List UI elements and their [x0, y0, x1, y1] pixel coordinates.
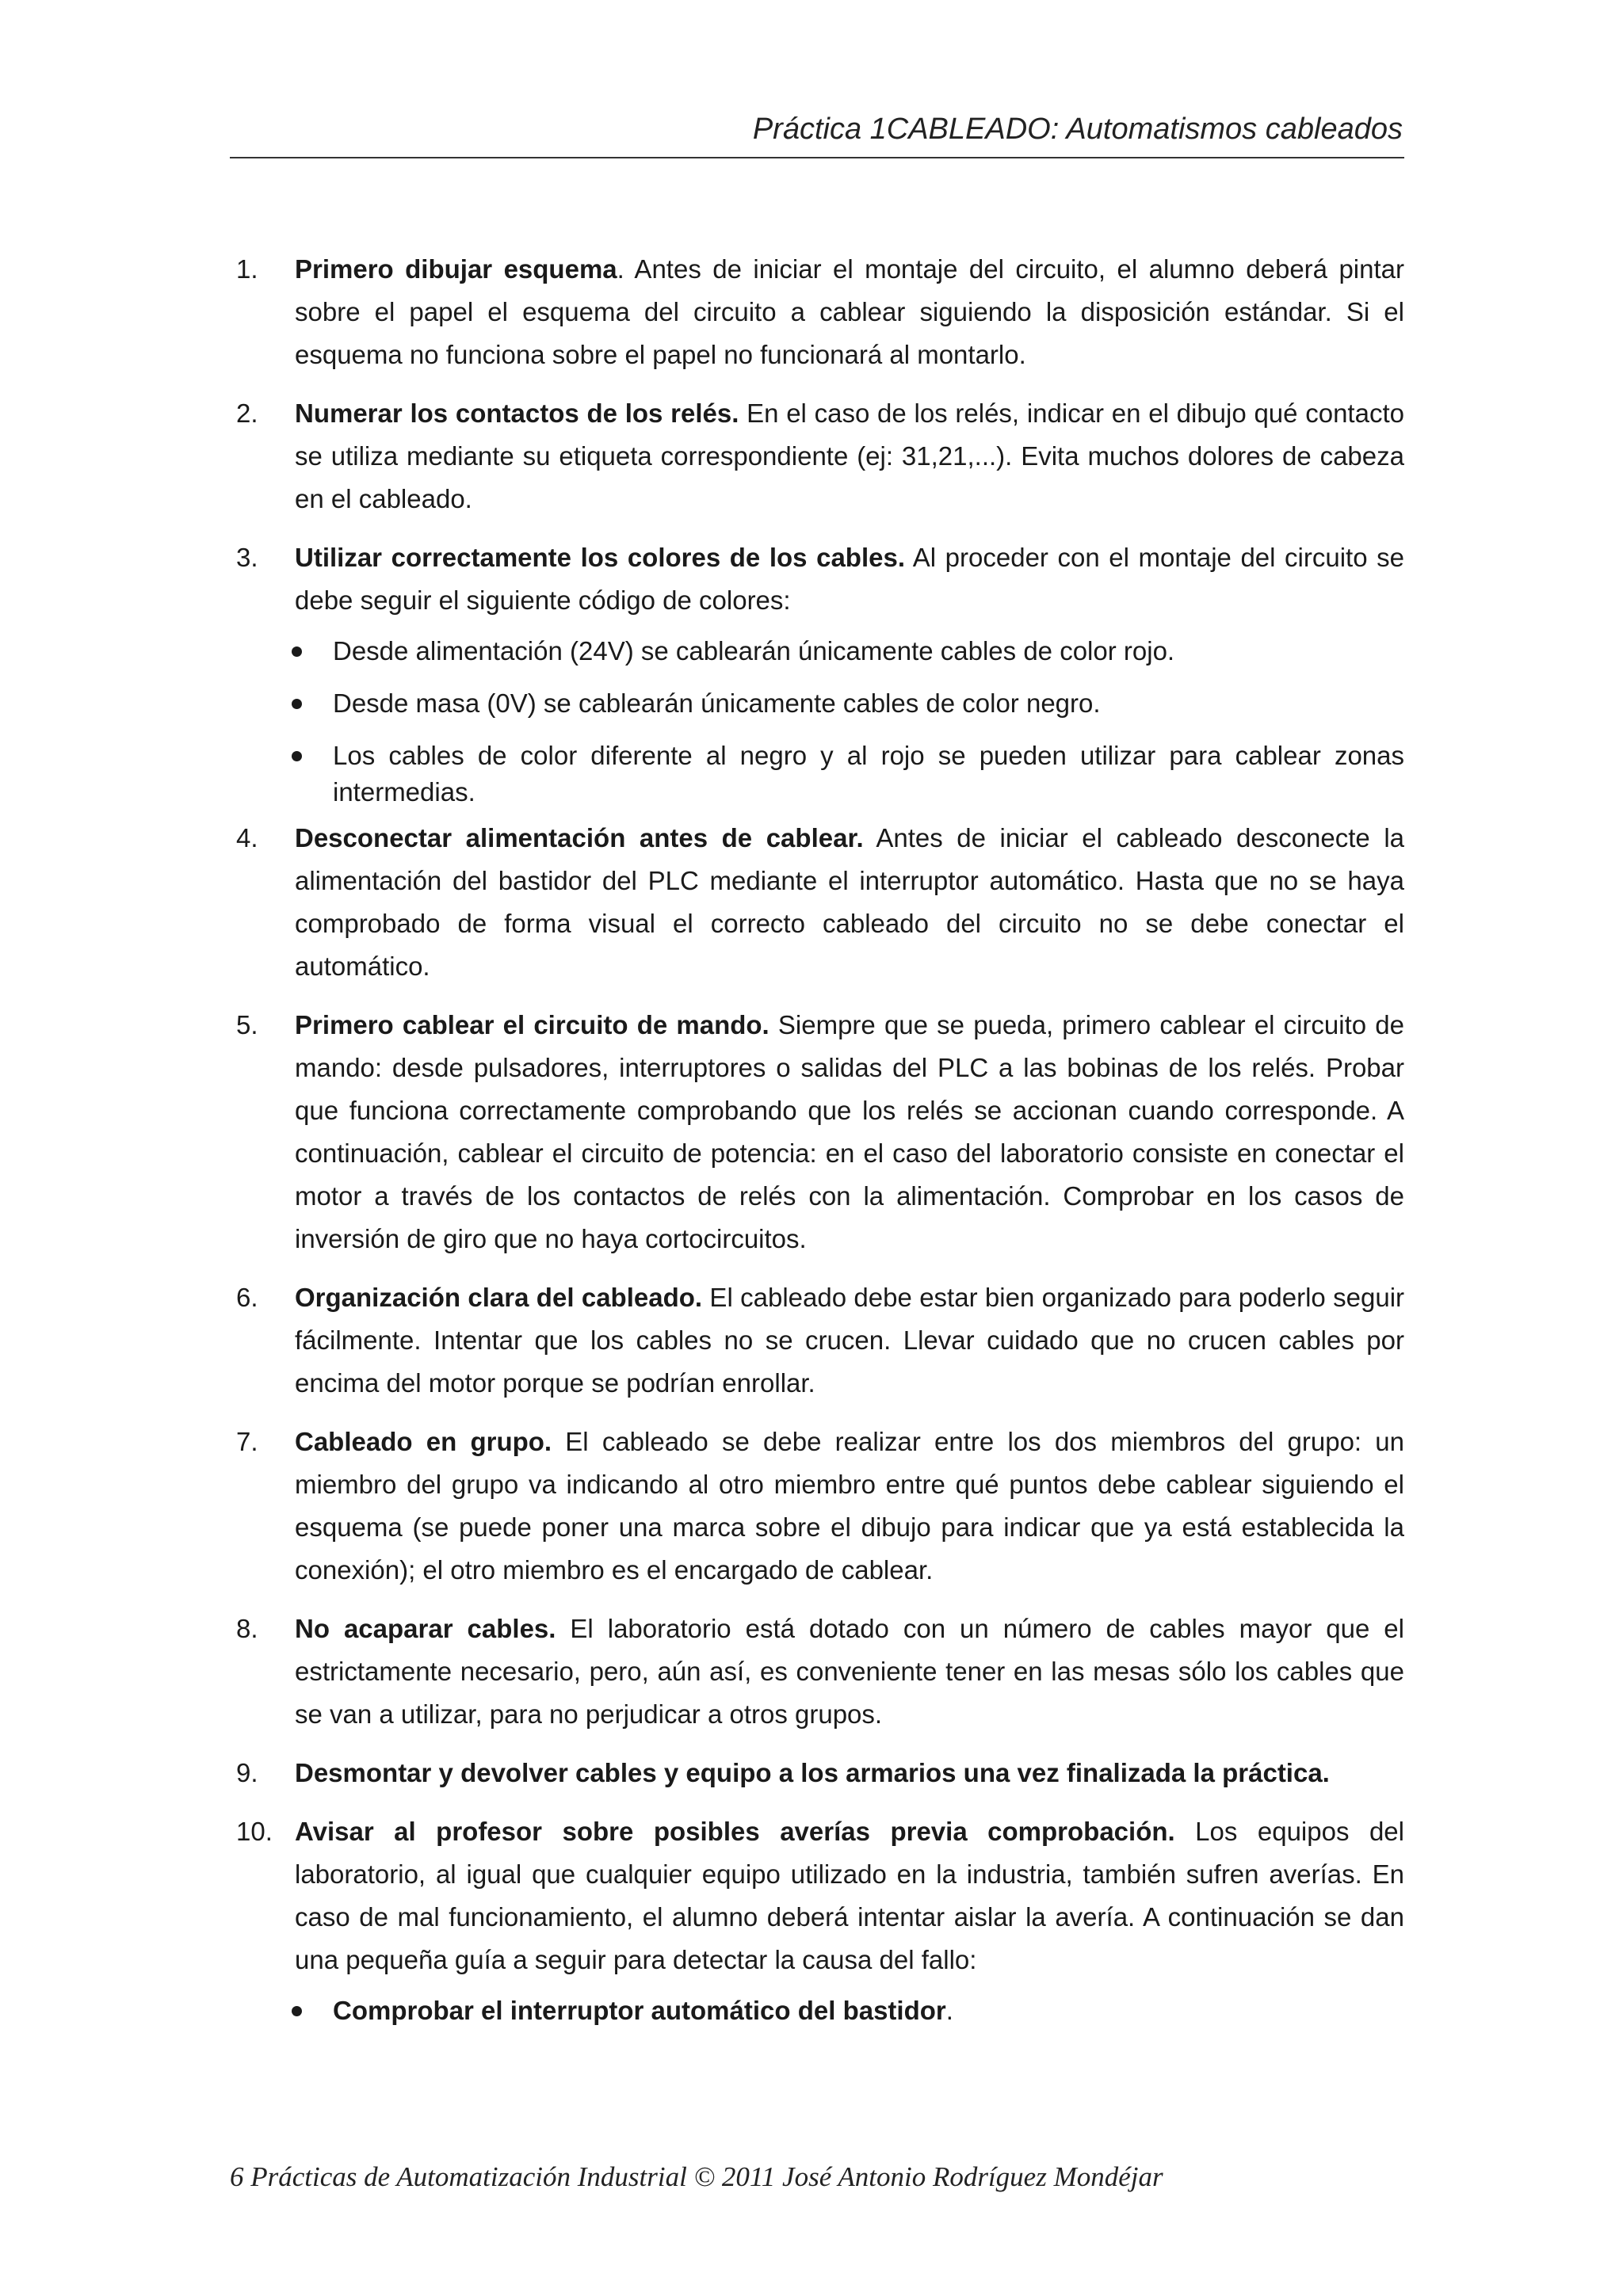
item-text: Siempre que se pueda, primero cablear el circuito de mando: desde pulsadores, interruptores o salidas del PLC a las bobinas de los relés. Probar que funciona correctamente comprobando que los relés se accionan cuando corresponde. A continuación, cablear el circuito de potencia: en el caso del laboratorio consiste en conectar el motor a través de los contactos de relés con la alimentación. Comprobar en los casos de inversión de giro que no haya cortocircuitos. — [295, 1010, 1404, 1253]
list-item — [230, 1608, 1404, 1736]
item-title: Numerar los contactos de los relés. — [295, 399, 739, 428]
item-title: Utilizar correctamente los colores de los cables. — [295, 543, 906, 572]
item-number: 8. — [236, 1614, 258, 1643]
bullet-icon — [292, 699, 302, 709]
list-item — [230, 1752, 1404, 1794]
item-number: 7. — [236, 1427, 258, 1456]
bullet-item — [230, 685, 1404, 722]
item-text: . Antes de iniciar el montaje del circuito, el alumno deberá pintar sobre el papel el esquema del circuito a cablear siguiendo la disposición estándar. Si el esquema no funciona sobre el papel no funcionará al montarlo. — [295, 254, 1404, 369]
page-content — [230, 248, 1404, 2045]
item-text: El laboratorio está dotado con un número de cables mayor que el estrictamente necesario, pero, aún así, es conveniente tener en las mesas sólo los cables que se van a utilizar, para no perjudicar a otros grupos. — [295, 1614, 1404, 1729]
bullet-item — [230, 738, 1404, 810]
list-item — [230, 1810, 1404, 1981]
list-item — [230, 1004, 1404, 1261]
bullet-item — [230, 1993, 1404, 2029]
item-title: Desconectar alimentación antes de cablear. — [295, 823, 864, 852]
item-number: 5. — [236, 1010, 258, 1039]
item-number: 2. — [236, 399, 258, 428]
item-number: 1. — [236, 254, 258, 284]
header-divider — [230, 157, 1404, 158]
bullet-suffix: . — [945, 1996, 953, 2025]
bullet-icon — [292, 751, 302, 761]
list-item — [230, 248, 1404, 376]
item-text: El cableado se debe realizar entre los dos miembros del grupo: un miembro del grupo va indicando al otro miembro entre qué puntos debe cablear siguiendo el esquema (se puede poner una marca sobre el dibujo para indicar que ya está establecida la conexión); el otro miembro es el encargado de cablear. — [295, 1427, 1405, 1585]
list-item — [230, 817, 1404, 988]
page-header: Práctica 1CABLEADO: Automatismos cableados — [752, 113, 1403, 146]
item-title: Primero cablear el circuito de mando. — [295, 1010, 769, 1039]
list-item — [230, 1276, 1404, 1405]
bullet-text: Desde masa (0V) se cablearán únicamente cables de color negro. — [333, 688, 1101, 718]
item-title: Organización clara del cableado. — [295, 1283, 703, 1312]
item-number: 10. — [236, 1817, 273, 1846]
bullet-text: Los cables de color diferente al negro y al rojo se pueden utilizar para cablear zonas intermedias. — [333, 741, 1404, 807]
item-number: 9. — [236, 1758, 258, 1787]
item-title: No acaparar cables. — [295, 1614, 556, 1643]
color-code-list — [230, 633, 1404, 810]
item-number: 3. — [236, 543, 258, 572]
bullet-text: Desde alimentación (24V) se cablearán únicamente cables de color rojo. — [333, 636, 1175, 666]
page-footer: 6 Prácticas de Automatización Industrial © 2011 José Antonio Rodríguez Mondéjar — [230, 2161, 1163, 2192]
list-item — [230, 392, 1404, 521]
item-text: El cableado debe estar bien organizado para poderlo seguir fácilmente. Intentar que los cables no se crucen. Llevar cuidado que no crucen cables por encima del motor porque se podrían enrollar. — [295, 1283, 1405, 1398]
item-title: Cableado en grupo. — [295, 1427, 552, 1456]
item-title: Avisar al profesor sobre posibles averías previa comprobación. — [295, 1817, 1175, 1846]
item-text: Los equipos del laboratorio, al igual que cualquier equipo utilizado en la industria, también sufren averías. En caso de mal funcionamiento, el alumno deberá intentar aislar la avería. A continuación se dan una pequeña guía a seguir para detectar la causa del fallo: — [295, 1817, 1404, 1974]
list-item — [230, 536, 1404, 622]
item-text: En el caso de los relés, indicar en el dibujo qué contacto se utiliza mediante su etiqueta correspondiente (ej: 31,21,...). Evita muchos dolores de cabeza en el cableado. — [295, 399, 1404, 513]
bullet-item — [230, 633, 1404, 669]
troubleshooting-list — [230, 1993, 1404, 2029]
bullet-text: Comprobar el interruptor automático del bastidor — [333, 1996, 946, 2025]
item-number: 4. — [236, 823, 258, 852]
item-text: Al proceder con el montaje del circuito se debe seguir el siguiente código de colores: — [295, 543, 1404, 615]
item-title: Desmontar y devolver cables y equipo a los armarios una vez finalizada la práctica. — [295, 1758, 1330, 1787]
item-text: Antes de iniciar el cableado desconecte la alimentación del bastidor del PLC mediante el interruptor automático. Hasta que no se haya comprobado de forma visual el correcto cableado del circuito no se debe conectar el automático. — [295, 823, 1405, 981]
item-title: Primero dibujar esquema — [295, 254, 617, 284]
bullet-icon — [292, 2006, 302, 2016]
item-number: 6. — [236, 1283, 258, 1312]
list-item — [230, 1421, 1404, 1592]
bullet-icon — [292, 646, 302, 657]
